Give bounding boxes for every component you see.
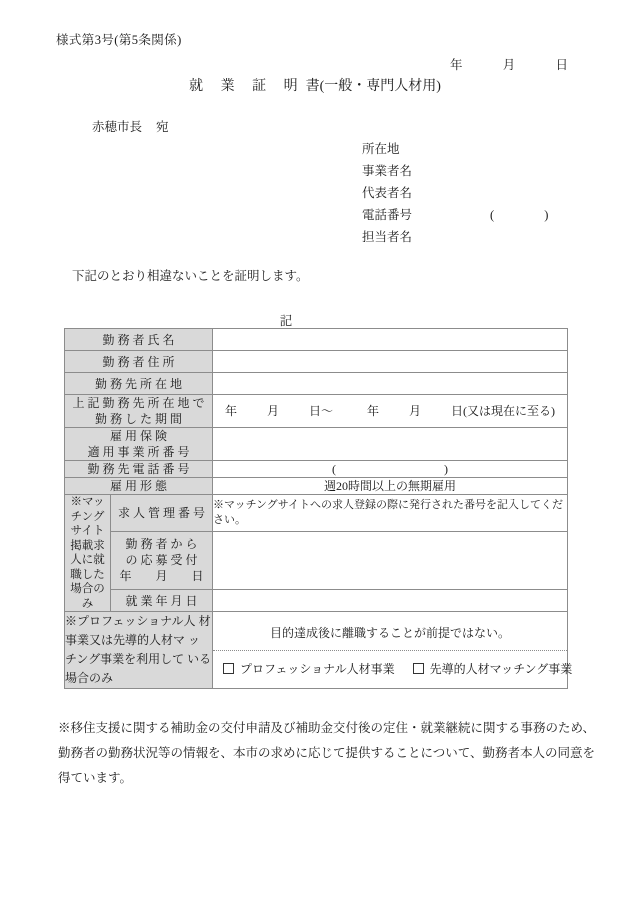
ki-heading: 記 (279, 314, 293, 328)
table-row (65, 478, 568, 495)
period-end-month: 月 (409, 404, 422, 418)
workplace-tel-label: 勤 務 先 電 話 番 号 (65, 461, 213, 478)
employer-phone-paren-open: ( (490, 208, 495, 222)
date-line (450, 55, 568, 73)
table-row (65, 428, 568, 461)
period-start-year: 年 (224, 404, 237, 418)
workplace-tel-paren-close: ) (444, 462, 448, 476)
employment-type-value: 週20時間以上の無期雇用 (213, 478, 568, 495)
consent-note-line3: 得ています。 (58, 771, 133, 785)
professional-program-label-line4: いる場合のみ (65, 652, 212, 685)
document-title-main: 就 業 証 明 (189, 79, 305, 94)
employer-representative-row (362, 182, 548, 204)
job-number-note: ※マッチングサイトへの求人登録の際に発行された番号を記入してください。 (213, 495, 568, 532)
table-row (65, 495, 568, 532)
employer-contact-row (362, 226, 548, 248)
matching-site-side-label: ※マッチングサイト掲載求人に就職した場合のみ (65, 495, 111, 612)
period-start-month: 月 (266, 404, 279, 418)
employer-representative-label: 代表者名 (362, 186, 413, 200)
checkbox-pioneering-matching[interactable] (413, 663, 424, 674)
checkbox-pioneering-matching-label: 先導的人材マッチング事業 (429, 661, 573, 676)
application-date-value[interactable] (213, 531, 568, 589)
worker-name-value[interactable] (213, 329, 568, 351)
professional-program-label-line1: ※プロフェッショナル人 (65, 614, 196, 628)
employer-business-name-row (362, 160, 548, 182)
application-date-label-line1: 勤 務 者 か ら (125, 537, 198, 552)
professional-program-options (213, 651, 573, 686)
employer-phone-label: 電話番号 (362, 208, 413, 222)
table-row (65, 395, 568, 428)
checkbox-professional-business[interactable] (223, 663, 234, 674)
certification-statement: 下記のとおり相違ないことを証明します。 (72, 269, 309, 283)
document-title (0, 75, 630, 95)
consent-note-line2: 勤務者の勤務状況等の情報を、本市の求めに応じて提供することについて、勤務者本人の同意を (58, 746, 596, 760)
application-date-label-line2: の 応 募 受 付 (125, 553, 198, 568)
table-row (65, 351, 568, 373)
form-code: 様式第3号(第5条関係) (56, 33, 182, 47)
addressee (92, 117, 169, 135)
table-row (65, 531, 568, 589)
workplace-tel-value[interactable] (213, 461, 568, 478)
worker-address-label: 勤 務 者 住 所 (65, 351, 213, 373)
table-row (65, 373, 568, 395)
table-row (65, 461, 568, 478)
professional-program-label-line3: ッチング事業を利用して (65, 633, 201, 666)
professional-program-label (65, 612, 213, 689)
employer-info-block (362, 138, 548, 248)
worker-address-value[interactable] (213, 351, 568, 373)
employment-insurance-label-line2: 適 用 事 業 所 番 号 (87, 445, 190, 459)
employment-insurance-label (65, 428, 213, 461)
employer-phone-row (362, 204, 548, 226)
employer-phone-paren-close: ) (544, 208, 549, 222)
work-period-label-line1: 上 記 勤 務 先 所 在 地 で (72, 396, 205, 410)
job-number-label: 求 人 管 理 番 号 (111, 495, 213, 532)
document-title-suffix: 書(一般・専門人材用) (305, 79, 441, 94)
period-end-day: 日(又は現在に至る) (451, 404, 556, 418)
start-date-label: 就 業 年 月 日 (111, 590, 213, 612)
application-date-label (111, 531, 213, 589)
employment-insurance-value[interactable] (213, 428, 568, 461)
professional-program-statement: 目的達成後に離職することが前提ではない。 (213, 615, 567, 651)
work-period-value[interactable] (213, 395, 568, 428)
workplace-location-value[interactable] (213, 373, 568, 395)
employer-location-row (362, 138, 548, 160)
employment-type-label: 雇 用 形 態 (65, 478, 213, 495)
table-row (65, 590, 568, 612)
workplace-tel-paren-open: ( (332, 462, 336, 476)
date-day-label: 日 (555, 58, 568, 72)
employment-insurance-label-line1: 雇 用 保 険 (110, 429, 168, 443)
consent-note (58, 716, 596, 791)
consent-note-line1: ※移住支援に関する補助金の交付申請及び補助金交付後の定住・就業継続に関する事務のため、 (58, 721, 596, 735)
period-end-year: 年 (367, 404, 380, 418)
checkbox-professional-business-label: プロフェッショナル人材事業 (240, 661, 395, 676)
date-month-label: 月 (502, 58, 516, 72)
date-year-label: 年 (449, 58, 463, 72)
addressee-suffix: 宛 (156, 120, 169, 134)
start-date-value[interactable] (213, 590, 568, 612)
worker-name-label: 勤 務 者 氏 名 (65, 329, 213, 351)
professional-program-cell (213, 612, 573, 689)
employer-contact-label: 担当者名 (362, 230, 413, 244)
period-start-day: 日～ (309, 404, 334, 418)
table-row (65, 329, 568, 351)
employer-business-name-label: 事業者名 (362, 164, 413, 178)
workplace-location-label: 勤 務 先 所 在 地 (65, 373, 213, 395)
addressee-name: 赤穂市長 (92, 120, 143, 134)
professional-program-label-line2: 材事業又は先導的人材マ (65, 614, 211, 647)
table-row (65, 612, 568, 689)
employer-location-label: 所在地 (362, 142, 400, 156)
employment-details-table (64, 328, 573, 689)
application-date-label-line3: 年 月 日 (119, 569, 204, 584)
work-period-label-line2: 勤 務 し た 期 間 (95, 412, 183, 426)
work-period-label (65, 395, 213, 428)
